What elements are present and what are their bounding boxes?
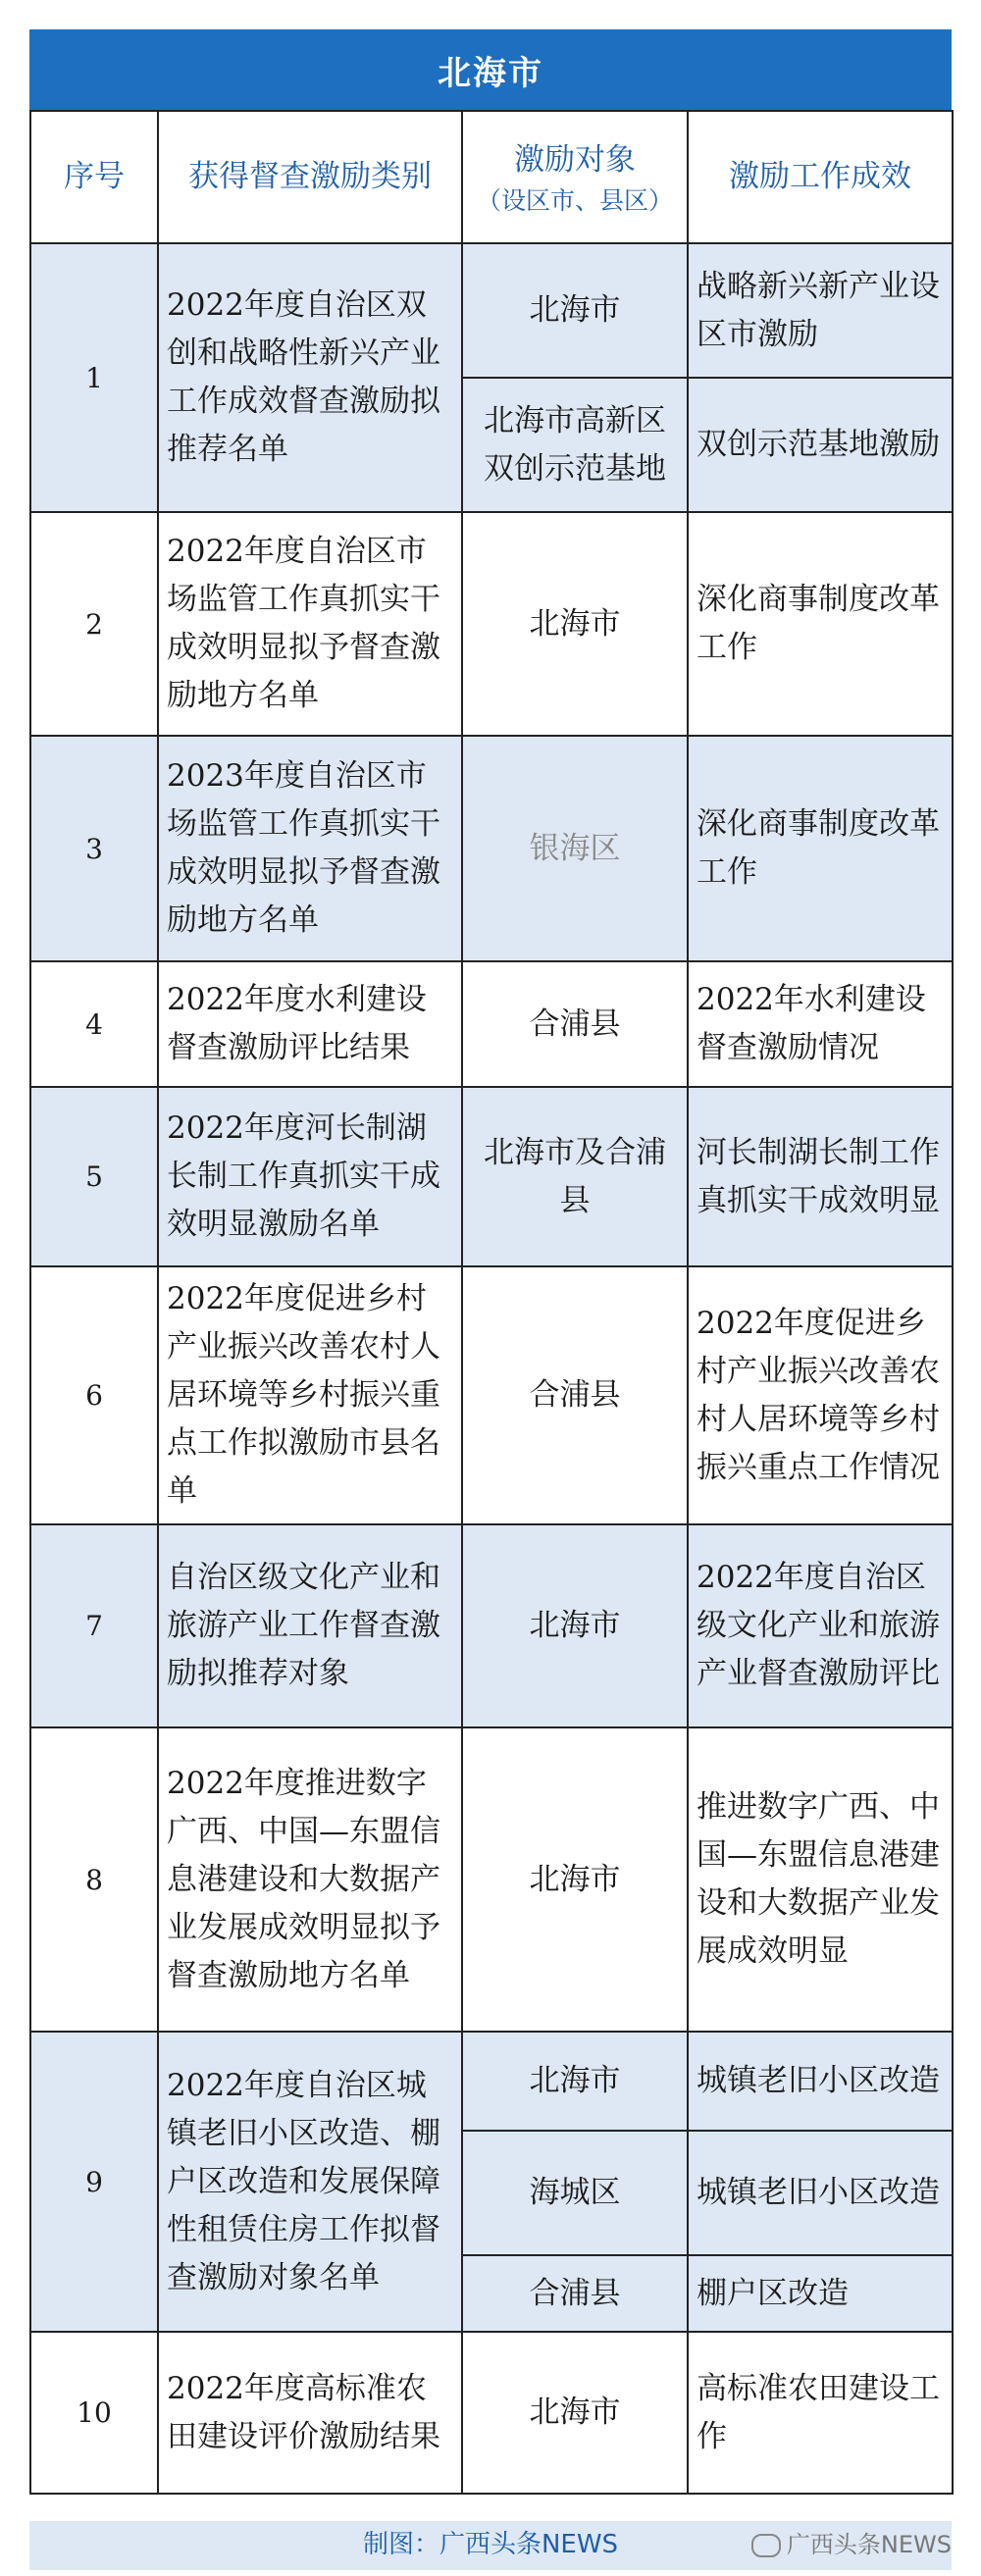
row-seq: 7 (30, 1524, 158, 1727)
table-row (30, 961, 953, 1087)
row-effect: 2022年度自治区级文化产业和旅游产业督查激励评比 (688, 1524, 953, 1727)
row-target: 北海市及合浦县 (462, 1087, 688, 1266)
table-row (30, 1727, 953, 2032)
header-target (462, 111, 688, 243)
header-row (30, 111, 953, 243)
table-row (30, 736, 953, 961)
row-seq: 8 (30, 1727, 158, 2032)
row-category: 2022年度水利建设督查激励评比结果 (158, 961, 462, 1087)
row-category: 2022年度河长制湖长制工作真抓实干成效明显激励名单 (158, 1087, 462, 1266)
row-category: 2022年度自治区城镇老旧小区改造、棚户区改造和发展保障性租赁住房工作拟督查激励对象名单 (158, 2032, 462, 2332)
table-row (30, 1087, 953, 1266)
row-target: 合浦县 (462, 2255, 688, 2332)
row-target: 北海市高新区双创示范基地 (462, 378, 688, 512)
row-seq: 3 (30, 736, 158, 961)
footer-bar (29, 2521, 952, 2570)
row-target: 北海市 (462, 1524, 688, 1727)
row-target: 北海市 (462, 512, 688, 736)
row-target: 海城区 (462, 2131, 688, 2255)
row-seq: 10 (30, 2332, 158, 2494)
row-seq: 4 (30, 961, 158, 1087)
row-category: 2022年度自治区市场监管工作真抓实干成效明显拟予督查激励地方名单 (158, 512, 462, 736)
row-seq: 2 (30, 512, 158, 736)
row-target: 北海市 (462, 243, 688, 378)
table-row (30, 2332, 953, 2494)
row-seq: 6 (30, 1266, 158, 1524)
row-seq: 9 (30, 2032, 158, 2332)
watermark-text: 广西头条NEWS (786, 2531, 952, 2558)
header-target-sub: （设区市、县区） (476, 186, 673, 215)
row-effect: 河长制湖长制工作真抓实干成效明显 (688, 1087, 953, 1266)
wechat-icon (751, 2534, 781, 2557)
row-effect: 城镇老旧小区改造 (688, 2032, 953, 2131)
row-effect: 2022年水利建设督查激励情况 (688, 961, 953, 1087)
header-target-label: 激励对象 (514, 142, 636, 178)
row-category: 2022年度高标准农田建设评价激励结果 (158, 2332, 462, 2494)
table-container (29, 29, 952, 2495)
table-row (30, 1266, 953, 1524)
header-seq: 序号 (30, 111, 158, 243)
row-target: 合浦县 (462, 1266, 688, 1524)
row-target: 北海市 (462, 2332, 688, 2494)
row-effect: 深化商事制度改革工作 (688, 512, 953, 736)
row-seq: 5 (30, 1087, 158, 1266)
row-target: 北海市 (462, 1727, 688, 2032)
row-category: 自治区级文化产业和旅游产业工作督查激励拟推荐对象 (158, 1524, 462, 1727)
row-effect: 高标准农田建设工作 (688, 2332, 953, 2494)
table-title: 北海市 (29, 29, 952, 110)
row-seq: 1 (30, 243, 158, 512)
row-category: 2022年度推进数字广西、中国—东盟信息港建设和大数据产业发展成效明显拟予督查激励地方名单 (158, 1727, 462, 2032)
row-effect: 2022年度促进乡村产业振兴改善农村人居环境等乡村振兴重点工作情况 (688, 1266, 953, 1524)
row-target: 银海区 (462, 736, 688, 961)
row-effect: 深化商事制度改革工作 (688, 736, 953, 961)
table-row (30, 243, 953, 378)
row-category: 2022年度促进乡村产业振兴改善农村人居环境等乡村振兴重点工作拟激励市县名单 (158, 1266, 462, 1524)
row-target: 合浦县 (462, 961, 688, 1087)
row-category: 2022年度自治区双创和战略性新兴产业工作成效督查激励拟推荐名单 (158, 243, 462, 512)
row-effect: 棚户区改造 (688, 2255, 953, 2332)
header-effect: 激励工作成效 (688, 111, 953, 243)
row-target: 北海市 (462, 2032, 688, 2131)
row-effect: 推进数字广西、中国—东盟信息港建设和大数据产业发展成效明显 (688, 1727, 953, 2032)
row-effect: 战略新兴新产业设区市激励 (688, 243, 953, 378)
table-row (30, 512, 953, 736)
header-category: 获得督查激励类别 (158, 111, 462, 243)
table-row (30, 2032, 953, 2131)
watermark (751, 2521, 952, 2568)
incentive-table (29, 110, 954, 2495)
row-effect: 城镇老旧小区改造 (688, 2131, 953, 2255)
footer-credit: 制图：广西头条NEWS (362, 2530, 619, 2559)
row-effect: 双创示范基地激励 (688, 378, 953, 512)
row-category: 2023年度自治区市场监管工作真抓实干成效明显拟予督查激励地方名单 (158, 736, 462, 961)
table-row (30, 1524, 953, 1727)
